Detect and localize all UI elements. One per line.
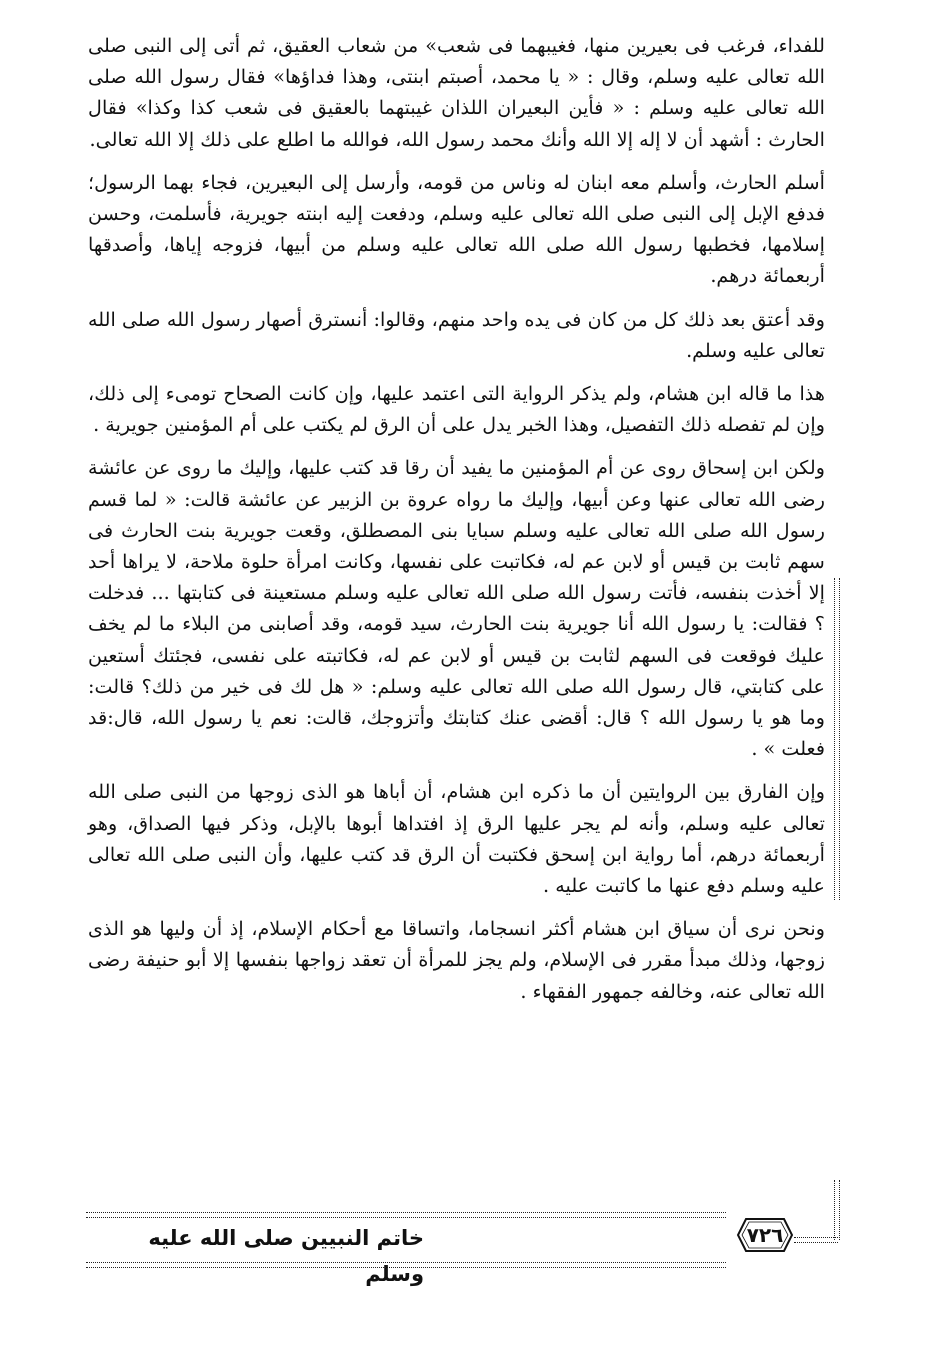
paragraph-6: وإن الفارق بين الروايتين أن ما ذكره ابن هشام، أن أباها هو الذى زوجها من النبى صلى الله تعالى عليه وسلم، وأنه لم يجر عليها الرق إذ افتداها أبوها بالإبل، وذكر فيها الصداق، وهو أربعمائة درهم، أما رواية ابن إسحق فكتبت أن الرق قد كتب عليها، وأن النبى صلى الله تعالى عليه وسلم دفع عنها ما كاتبت عليه . <box>88 780 825 898</box>
paragraph-2: أسلم الحارث، وأسلم معه ابنان له وناس من قومه، وأرسل إلى البعيرين، فجاء بهما الرسول؛ فدفع الإبل إلى النبى صلى الله تعالى عليه وسلم، ودفعت إليه ابنته جويرية، فأسلمت، وحسن إسلامها، فخطبها رسول الله صلى الله تعالى عليه وسلم من أبيها، فزوجه إياها، وأصدقها أربعمائة درهم. <box>88 170 825 288</box>
paragraph-4: هذا ما قاله ابن هشام، ولم يذكر الرواية التى اعتمد عليها، وإن كانت الصحاح تومىء إلى ذلك، وإن لم تفصله ذلك التفصيل، وهذا الخبر يدل على أن الرق لم يكتب على أم المؤمنين جويرية . <box>88 382 825 437</box>
footer-rule-top <box>86 1212 726 1218</box>
page-number-badge <box>736 1216 794 1254</box>
footer-rule-vertical <box>834 1180 840 1240</box>
footer-rule-right <box>794 1237 838 1243</box>
page-number: ٧٢٦ <box>746 1223 784 1247</box>
page-body <box>88 30 825 1019</box>
margin-dotted-rule <box>834 578 840 900</box>
paragraph-7: ونحن نرى أن سياق ابن هشام أكثر انسجاما، واتساقا مع أحكام الإسلام، إذ أن وليها هو الذى زوجها، وذلك مبدأ مقرر فى الإسلام، ولم يجز للمرأة أن تعقد زواجها بنفسها إلا أبو حنيفة رضى الله تعالى عنه، وخالفه جمهور الفقهاء . <box>88 917 825 1003</box>
paragraph-1: للفداء، فرغب فى بعيرين منها، فغيبهما فى شعب» من شعاب العقيق، ثم أتى إلى النبى صلى الله تعالى عليه وسلم، وقال : « يا محمد، أصبتم ابنتى، وهذا فداؤها» فقال رسول الله صلى الله تعالى عليه وسلم : « فأين البعيران اللذان غيبتهما بالعقيق فى شعب كذا وكذا» فقال الحارث : أشهد أن لا إله إلا الله وأنك محمد رسول الله، فوالله ما اطلع على ذلك إلا الله تعالى. <box>88 34 825 151</box>
paragraph-5: ولكن ابن إسحاق روى عن أم المؤمنين ما يفيد أن رقا قد كتب عليها، وإليك ما روى عن عائشة رضى الله تعالى عنها وعن أبيها، وإليك ما رواه عروة بن الزبير عن عائشة قالت: « لما قسم رسول الله صلى الله تعالى عليه وسلم سبايا بنى المصطلق، وقعت جويرية بنت الحارث فى سهم ثابت بن قيس أو لابن عم له، فكاتبت على نفسها، وكانت امرأة حلوة ملاحة، لا يراها أحد إلا أخذت بنفسه، فأتت رسول الله صلى الله تعالى عليه وسلم مستعينة فى كتابتها ... فدخلت ؟ فقالت: يا رسول الله أنا جويرية بنت الحارث، سيد قومه، وقد أصابنى من البلاء ما لم يخف عليك فوقعت فى السهم لثابت بن قيس أو لابن عم له، فكاتبته على نفسى، فجئتك أستعين على كتابتي، قال رسول الله صلى الله تعالى عليه وسلم: « هل لك فى خير من ذلك؟ قالت: وما هو يا رسول الله ؟ قال: أقضى عنك كتابتك وأتزوجك، قالت: نعم يا رسول الله، قال:قد فعلت » . <box>88 456 825 761</box>
paragraph-3: وقد أعتق بعد ذلك كل من كان فى يده واحد منهم، وقالوا: أنسترق أصهار رسول الله صلى الله تعالى عليه وسلم. <box>88 307 825 362</box>
running-footer-title: خاتم النبيين صلى الله عليه وسلم <box>148 1226 424 1286</box>
